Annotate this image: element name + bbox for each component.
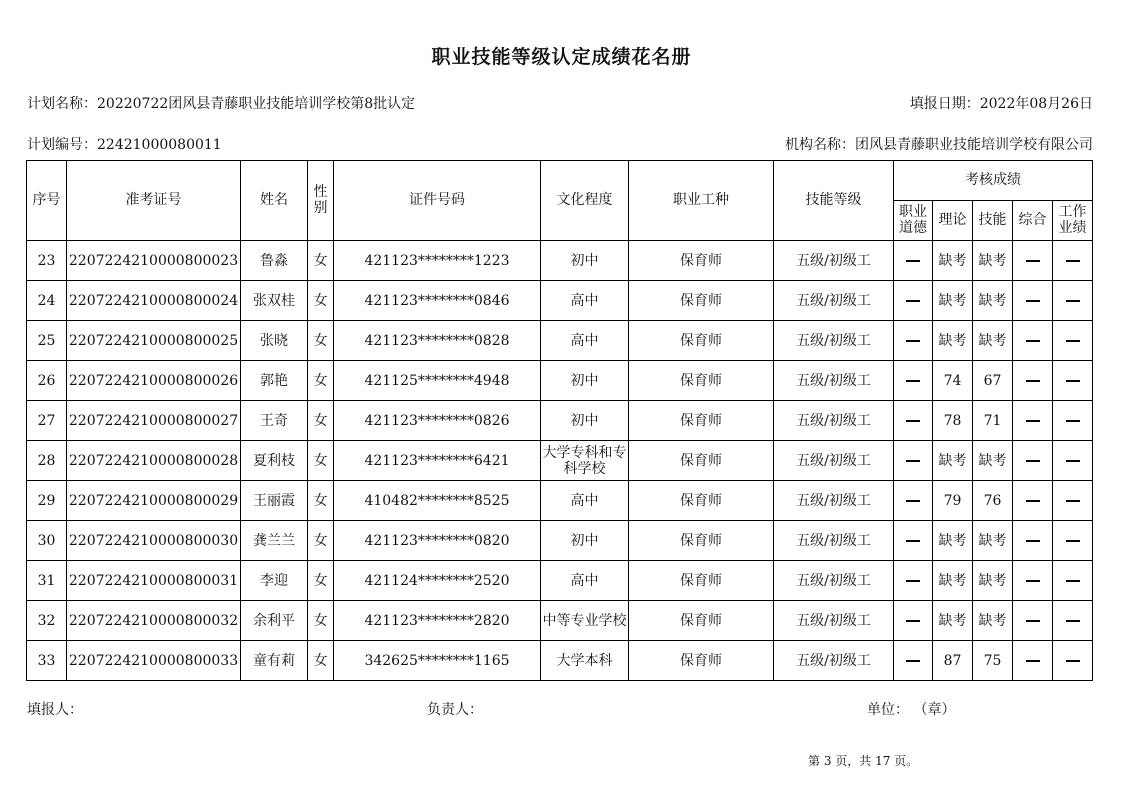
- cell-education-text: 中等专业学校: [542, 612, 627, 629]
- cell-work: [1053, 321, 1093, 361]
- cell-id-number: 421125********4948: [334, 361, 541, 401]
- col-header-name: 姓名: [241, 161, 308, 241]
- cell-overall: [1013, 241, 1053, 281]
- cell-overall: [1013, 441, 1053, 481]
- col-header-ticket: 准考证号: [67, 161, 241, 241]
- cell-id-number: 421123********2820: [334, 601, 541, 641]
- cell-occupation: 保育师: [629, 401, 774, 441]
- cell-education: 高中: [541, 321, 629, 361]
- cell-overall: [1013, 401, 1053, 441]
- cell-work: [1053, 521, 1093, 561]
- cell-skill: 缺考: [973, 561, 1013, 601]
- cell-occupation: 保育师: [629, 321, 774, 361]
- dash-mark: [1066, 500, 1080, 502]
- cell-theory: 缺考: [933, 561, 973, 601]
- cell-overall: [1013, 601, 1053, 641]
- dash-mark: [906, 380, 920, 382]
- table-row: [27, 281, 1093, 321]
- cell-id-number: 421123********0820: [334, 521, 541, 561]
- cell-overall: [1013, 561, 1053, 601]
- cell-id-number: 421123********0826: [334, 401, 541, 441]
- cell-gender: 女: [308, 241, 334, 281]
- cell-seq: 30: [27, 521, 67, 561]
- cell-work: [1053, 241, 1093, 281]
- cell-work: [1053, 601, 1093, 641]
- cell-work: [1053, 441, 1093, 481]
- cell-occupation: 保育师: [629, 361, 774, 401]
- cell-ethics: [894, 481, 933, 521]
- cell-skill-level: 五级/初级工: [774, 361, 894, 401]
- dash-mark: [1026, 500, 1040, 502]
- cell-seq: 25: [27, 321, 67, 361]
- dash-mark: [906, 620, 920, 622]
- cell-skill: 缺考: [973, 601, 1013, 641]
- table-row: [27, 321, 1093, 361]
- dash-mark: [1066, 540, 1080, 542]
- cell-id-number: 342625********1165: [334, 641, 541, 681]
- cell-skill-level: 五级/初级工: [774, 241, 894, 281]
- cell-ticket: 2207224210000800025: [67, 321, 241, 361]
- dash-mark: [1066, 460, 1080, 462]
- table-row: [27, 641, 1093, 681]
- cell-id-number: 421124********2520: [334, 561, 541, 601]
- cell-gender: 女: [308, 321, 334, 361]
- dash-mark: [906, 420, 920, 422]
- cell-ethics: [894, 241, 933, 281]
- cell-gender: 女: [308, 521, 334, 561]
- dash-mark: [906, 260, 920, 262]
- cell-theory: 74: [933, 361, 973, 401]
- cell-theory: 缺考: [933, 281, 973, 321]
- cell-skill: 缺考: [973, 441, 1013, 481]
- cell-skill-level: 五级/初级工: [774, 601, 894, 641]
- dash-mark: [906, 500, 920, 502]
- cell-skill: 缺考: [973, 321, 1013, 361]
- cell-overall: [1013, 521, 1053, 561]
- cell-work: [1053, 401, 1093, 441]
- responsible-label: 负责人：: [427, 702, 483, 718]
- cell-seq: 24: [27, 281, 67, 321]
- dash-mark: [906, 460, 920, 462]
- cell-skill-level: 五级/初级工: [774, 561, 894, 601]
- cell-skill: 75: [973, 641, 1013, 681]
- cell-skill-level: 五级/初级工: [774, 441, 894, 481]
- cell-seq: 26: [27, 361, 67, 401]
- table-row: [27, 601, 1093, 641]
- cell-education: 初中: [541, 401, 629, 441]
- cell-work: [1053, 361, 1093, 401]
- col-header-work: [1053, 201, 1093, 241]
- dash-mark: [906, 300, 920, 302]
- cell-seq: 23: [27, 241, 67, 281]
- dash-mark: [1026, 540, 1040, 542]
- cell-gender: 女: [308, 401, 334, 441]
- cell-ethics: [894, 601, 933, 641]
- cell-seq: 31: [27, 561, 67, 601]
- cell-ticket: 2207224210000800029: [67, 481, 241, 521]
- dash-mark: [906, 580, 920, 582]
- cell-seq: 32: [27, 601, 67, 641]
- unit-seal-label: 单位： （章）: [867, 702, 956, 718]
- table-row: [27, 361, 1093, 401]
- cell-theory: 缺考: [933, 441, 973, 481]
- col-header-skill-level: 技能等级: [774, 161, 894, 241]
- cell-skill-level: 五级/初级工: [774, 401, 894, 441]
- dash-mark: [906, 340, 920, 342]
- cell-occupation: 保育师: [629, 641, 774, 681]
- cell-ticket: 2207224210000800027: [67, 401, 241, 441]
- col-header-seq: 序号: [27, 161, 67, 241]
- cell-occupation: 保育师: [629, 281, 774, 321]
- cell-education-text: 大学专科和专科学校: [542, 444, 627, 477]
- dash-mark: [1026, 380, 1040, 382]
- cell-ethics: [894, 321, 933, 361]
- cell-ticket: 2207224210000800030: [67, 521, 241, 561]
- cell-skill: 缺考: [973, 521, 1013, 561]
- cell-education: 初中: [541, 241, 629, 281]
- roster-body: [27, 241, 1093, 681]
- cell-theory: 缺考: [933, 321, 973, 361]
- col-header-ethics-label: 职业道德: [899, 204, 927, 236]
- table-row: [27, 241, 1093, 281]
- cell-id-number: 421123********1223: [334, 241, 541, 281]
- dash-mark: [1066, 420, 1080, 422]
- cell-ticket: 2207224210000800028: [67, 441, 241, 481]
- cell-education: 高中: [541, 481, 629, 521]
- cell-work: [1053, 561, 1093, 601]
- cell-ticket: 2207224210000800032: [67, 601, 241, 641]
- cell-gender: 女: [308, 281, 334, 321]
- cell-name: 王丽霞: [241, 481, 308, 521]
- col-header-id-number: 证件号码: [334, 161, 541, 241]
- cell-skill-level: 五级/初级工: [774, 641, 894, 681]
- table-row: [27, 441, 1093, 481]
- col-header-ethics: [894, 201, 933, 241]
- dash-mark: [1066, 620, 1080, 622]
- cell-theory: 79: [933, 481, 973, 521]
- cell-work: [1053, 641, 1093, 681]
- dash-mark: [1026, 580, 1040, 582]
- dash-mark: [906, 540, 920, 542]
- col-header-occupation: 职业工种: [629, 161, 774, 241]
- dash-mark: [1026, 260, 1040, 262]
- dash-mark: [1066, 660, 1080, 662]
- cell-ethics: [894, 401, 933, 441]
- cell-id-number: 410482********8525: [334, 481, 541, 521]
- cell-skill: 76: [973, 481, 1013, 521]
- cell-theory: 87: [933, 641, 973, 681]
- dash-mark: [1026, 300, 1040, 302]
- cell-skill: 缺考: [973, 281, 1013, 321]
- table-row: [27, 521, 1093, 561]
- cell-seq: 28: [27, 441, 67, 481]
- cell-seq: 27: [27, 401, 67, 441]
- cell-occupation: 保育师: [629, 521, 774, 561]
- cell-theory: 缺考: [933, 521, 973, 561]
- cell-education: 初中: [541, 361, 629, 401]
- cell-work: [1053, 281, 1093, 321]
- dash-mark: [1026, 460, 1040, 462]
- cell-overall: [1013, 481, 1053, 521]
- fill-date: 填报日期：2022年08月26日: [909, 96, 1093, 112]
- table-row: [27, 481, 1093, 521]
- cell-education: [541, 601, 629, 641]
- cell-theory: 缺考: [933, 241, 973, 281]
- dash-mark: [1066, 300, 1080, 302]
- cell-education: [541, 441, 629, 481]
- col-header-gender-label: 性别: [313, 184, 328, 216]
- cell-name: 夏利枝: [241, 441, 308, 481]
- cell-name: 童有莉: [241, 641, 308, 681]
- cell-skill-level: 五级/初级工: [774, 521, 894, 561]
- cell-overall: [1013, 361, 1053, 401]
- cell-occupation: 保育师: [629, 481, 774, 521]
- col-header-gender: [308, 161, 334, 241]
- cell-name: 李迎: [241, 561, 308, 601]
- cell-gender: 女: [308, 361, 334, 401]
- cell-skill: 67: [973, 361, 1013, 401]
- cell-occupation: 保育师: [629, 561, 774, 601]
- cell-overall: [1013, 641, 1053, 681]
- cell-gender: 女: [308, 641, 334, 681]
- col-header-education: 文化程度: [541, 161, 629, 241]
- cell-id-number: 421123********0846: [334, 281, 541, 321]
- cell-skill: 71: [973, 401, 1013, 441]
- cell-education: 高中: [541, 561, 629, 601]
- col-header-scores: 考核成绩: [894, 161, 1093, 201]
- cell-overall: [1013, 321, 1053, 361]
- dash-mark: [1026, 660, 1040, 662]
- cell-ethics: [894, 441, 933, 481]
- cell-ticket: 2207224210000800024: [67, 281, 241, 321]
- cell-gender: 女: [308, 601, 334, 641]
- col-header-skill: 技能: [973, 201, 1013, 241]
- cell-skill-level: 五级/初级工: [774, 481, 894, 521]
- cell-seq: 29: [27, 481, 67, 521]
- cell-name: 王奇: [241, 401, 308, 441]
- cell-ticket: 2207224210000800033: [67, 641, 241, 681]
- cell-ethics: [894, 641, 933, 681]
- plan-name: 计划名称：20220722团风县青藤职业技能培训学校第8批认定: [27, 96, 416, 112]
- cell-name: 余利平: [241, 601, 308, 641]
- cell-occupation: 保育师: [629, 441, 774, 481]
- cell-gender: 女: [308, 481, 334, 521]
- cell-ethics: [894, 521, 933, 561]
- dash-mark: [1066, 260, 1080, 262]
- cell-work: [1053, 481, 1093, 521]
- dash-mark: [1026, 620, 1040, 622]
- cell-ethics: [894, 561, 933, 601]
- cell-ethics: [894, 361, 933, 401]
- dash-mark: [1066, 340, 1080, 342]
- cell-name: 郭艳: [241, 361, 308, 401]
- cell-ethics: [894, 281, 933, 321]
- table-row: [27, 401, 1093, 441]
- cell-skill-level: 五级/初级工: [774, 321, 894, 361]
- cell-name: 龚兰兰: [241, 521, 308, 561]
- cell-skill-level: 五级/初级工: [774, 281, 894, 321]
- col-header-theory: 理论: [933, 201, 973, 241]
- score-roster-table: [26, 160, 1093, 681]
- cell-education: 高中: [541, 281, 629, 321]
- dash-mark: [1066, 580, 1080, 582]
- dash-mark: [906, 660, 920, 662]
- cell-gender: 女: [308, 441, 334, 481]
- cell-theory: 78: [933, 401, 973, 441]
- cell-ticket: 2207224210000800031: [67, 561, 241, 601]
- cell-occupation: 保育师: [629, 601, 774, 641]
- cell-gender: 女: [308, 561, 334, 601]
- cell-id-number: 421123********0828: [334, 321, 541, 361]
- page-info: 第 3 页，共 17 页。: [808, 754, 919, 768]
- cell-education: 大学本科: [541, 641, 629, 681]
- cell-theory: 缺考: [933, 601, 973, 641]
- cell-ticket: 2207224210000800023: [67, 241, 241, 281]
- document-title: 职业技能等级认定成绩花名册: [431, 46, 692, 68]
- cell-name: 张晓: [241, 321, 308, 361]
- cell-skill: 缺考: [973, 241, 1013, 281]
- cell-occupation: 保育师: [629, 241, 774, 281]
- col-header-work-label: 工作业绩: [1058, 204, 1087, 236]
- cell-name: 张双桂: [241, 281, 308, 321]
- col-header-overall: 综合: [1013, 201, 1053, 241]
- cell-seq: 33: [27, 641, 67, 681]
- cell-name: 鲁淼: [241, 241, 308, 281]
- dash-mark: [1026, 340, 1040, 342]
- organization-name: 机构名称：团风县青藤职业技能培训学校有限公司: [785, 137, 1093, 153]
- dash-mark: [1066, 380, 1080, 382]
- dash-mark: [1026, 420, 1040, 422]
- cell-ticket: 2207224210000800026: [67, 361, 241, 401]
- plan-number: 计划编号：22421000080011: [27, 137, 222, 153]
- filler-label: 填报人：: [27, 702, 83, 718]
- cell-education: 初中: [541, 521, 629, 561]
- cell-overall: [1013, 281, 1053, 321]
- cell-id-number: 421123********6421: [334, 441, 541, 481]
- table-row: [27, 561, 1093, 601]
